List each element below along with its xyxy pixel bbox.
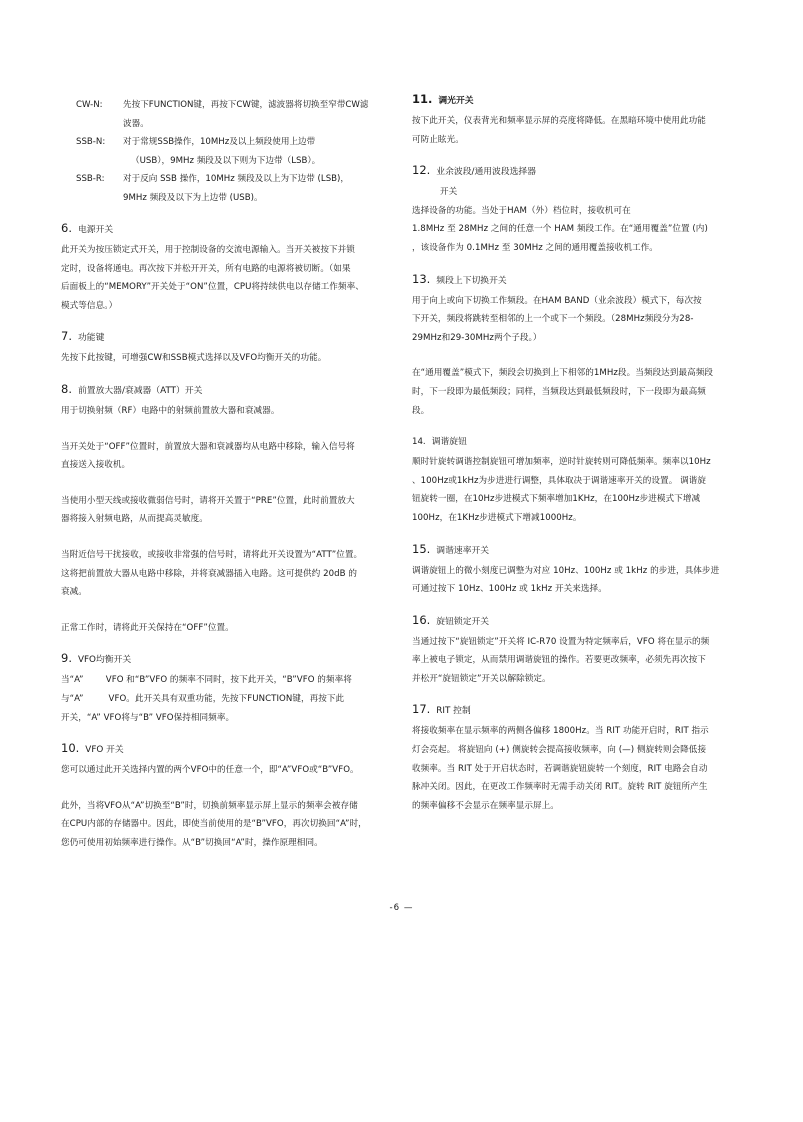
- section-body-12: 开关 选择设备的功能。当处于HAM（外）档位时，接收机可在 1.8MHz 至 28MHz 之间的任意一个 HAM 频段工作。在“通用覆盖”位置 (内) ，该设备作为 0.1MHz 至 30MHz 之间的通用覆盖接收机工作。: [412, 187, 708, 253]
- section-body-8: 用于切换射频（RF）电路中的射频前置放大器和衰减器。 当开关处于“OFF”位置时，前置放大器和衰减器均从电路中移除，输入信号将 直接送入接收机。 当使用小型天线或接收微弱信号时，请将开关置于“PRE”位置，此时前置放大 器将接入射频电路，从而提高灵敏度。 当附近信号干扰接收，或接收非常强的信号时，请将此开关设置为“ATT”位置。 这将把前置放大器从电路中移除，并将衰减器插入电路。这可提供约 20dB 的 衰减。 正常工作时，请将此开关保持在“OFF”位置。: [61, 405, 363, 633]
- section-body-13: 用于向上或向下切换工作频段。在HAM BAND（业余波段）模式下，每次按 下开关，频段将跳转至相邻的上一个或下一个频段。（28MHz频段分为28- 29MHz和29-30MHz两个子段。） 在“通用覆盖”模式下，频段会切换到上下相邻的1MHz段。当频段达到最高频段 时，下一段即为最低频段；同样，当频段达到最低频段时，下一段即为最高频 段。: [412, 295, 714, 416]
- text-line: （USB），9MHz 频段及以下则为下边带（LSB）。: [131, 155, 321, 166]
- section-heading-9: 9. VFO均衡开关: [61, 651, 132, 666]
- section-heading-12: 12. 业余波段/通用波段选择器: [412, 163, 537, 178]
- left-column: [61, 96, 388, 852]
- page-number: -6 —: [389, 903, 414, 913]
- mode-label: SSB-R:: [76, 174, 105, 184]
- section-heading-14: 14. 调谐旋钮: [412, 437, 467, 448]
- section-body-6: 此开关为按压锁定式开关，用于控制设备的交流电源输入。当开关被按下并锁 定时，设备将通电。再次按下并松开开关，所有电路的电源将被切断。（如果 后面板上的“MEMORY”开关处于“ON”位置，CPU将持续供电以存储工作频率、 模式等信息。）: [61, 245, 364, 311]
- section-body-17: 将接收频率在显示频率的两侧各偏移 1800Hz。当 RIT 功能开启时，RIT 指示 灯会亮起。 将旋钮向 (+) 侧旋转会提高接收频率，向 (—) 侧旋转则会降低接 收频率。当 RIT 处于开启状态时，若调谐旋钮旋转一个刻度，RIT 电路会自动 脉冲关闭。因此，在更改工作频率时无需手动关闭 RIT。旋转 RIT 旋钮所产生 的频率偏移不会显示在频率显示屏上。: [412, 726, 709, 811]
- section-heading-13: 13. 频段上下切换开关: [412, 271, 507, 286]
- section-body-14: 顺时针旋转调谐控制旋钮可增加频率，逆时针旋转则可降低频率。频率以10Hz 、100Hz或1kHz为步进进行调整，具体取决于调谐速率开关的设置。 调谐旋 钮旋转一圈，在10Hz步进模式下频率增加1KHz，在100Hz步进模式下增减 100Hz，在1KHz步进模式下增减1000Hz。: [412, 457, 711, 523]
- section-body-9: 当“A” VFO 和“B”VFO 的频率不同时，按下此开关，“B”VFO 的频率将 与“A” VFO。此开关具有双重功能，先按下FUNCTION键，再按下此 开关，“A” VFO将与“B” VFO保持相同频率。: [61, 675, 352, 723]
- section-body-11: 按下此开关，仪表背光和频率显示屏的亮度将降低。在黑暗环境中使用此功能 可防止眩光。: [412, 116, 706, 145]
- text-line: 9MHz 频段及以下为上边带 (USB)。: [123, 192, 263, 203]
- text-line: 先按下FUNCTION键，再按下CW键，滤波器将切换至窄带CW滤: [123, 100, 369, 110]
- mode-ssb-n: [61, 133, 388, 170]
- text-line: 对于常规SSB操作，10MHz及以上频段使用上边带: [123, 137, 316, 147]
- section-body-7: 先按下此按键，可增强CW和SSB模式选择以及VFO均衡开关的功能。: [61, 353, 327, 364]
- section-heading-8: 8. 前置放大器/衰减器（ATT）开关: [61, 381, 203, 396]
- section-heading-7: 7. 功能键: [61, 329, 105, 344]
- mode-label: SSB-N:: [76, 137, 106, 147]
- mode-label: CW-N:: [76, 100, 103, 110]
- right-column: [412, 92, 742, 815]
- section-body-10: 您可以通过此开关选择内置的两个VFO中的任意一个，即“A”VFO或“B”VFO。 此外，当将VFO从“A”切换至“B”时，切换前频率显示屏上显示的频率会被存储 在CPU内部的存储器中。因此，即使当前使用的是“B”VFO，再次切换回“A”时， 您仍可使用初始频率进行操作。从“B”切换回“A”时，操作原理相同。: [61, 765, 367, 848]
- mode-ssb-r: [61, 170, 388, 207]
- section-heading-15: 15. 调谐速率开关: [412, 541, 490, 556]
- mode-cw-n: [61, 96, 388, 133]
- section-body-15: 调谐旋钮上的微小刻度已调整为对应 10Hz、100Hz 或 1kHz 的步进，具体步进 可通过按下 10Hz、100Hz 或 1kHz 开关来选择。: [412, 565, 720, 595]
- text-line: 波器。: [123, 118, 149, 129]
- section-body-16: 当通过按下“旋钮锁定”开关将 IC-R70 设置为特定频率后，VFO 将在显示的频 率上被电子锁定，从而禁用调谐旋钮的操作。若要更改频率，必须先再次按下 并松开“旋钮锁定”开关以解除锁定。: [412, 636, 710, 684]
- section-heading-10: 10. VFO 开关: [61, 741, 124, 756]
- section-heading-11: 11. 调光开关: [412, 92, 474, 106]
- section-heading-17: 17. RIT 控制: [412, 702, 471, 717]
- section-heading-6: 6. 电源开关: [61, 221, 114, 235]
- text-line: 对于反向 SSB 操作，10MHz 频段及以上为下边带 (LSB)，: [123, 174, 349, 184]
- section-heading-16: 16. 旋钮锁定开关: [412, 612, 490, 627]
